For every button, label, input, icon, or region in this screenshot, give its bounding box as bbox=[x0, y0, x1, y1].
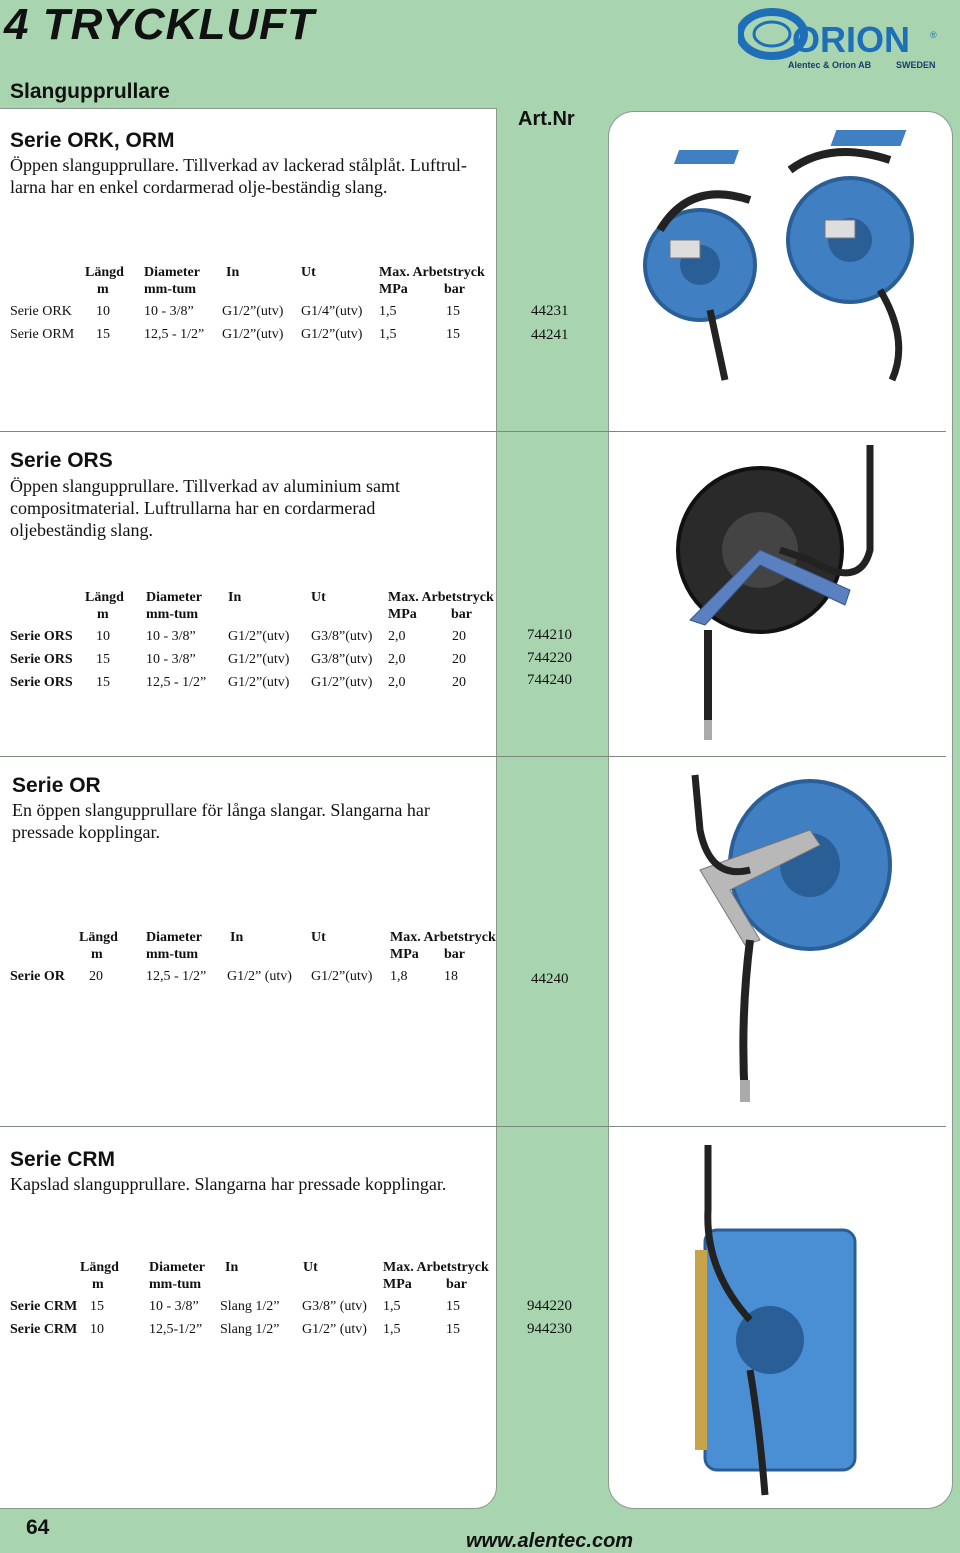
col-header-length: Längd bbox=[79, 930, 118, 945]
hose-reel-ork-orm-photo bbox=[630, 120, 940, 420]
col-header-length: Längd bbox=[80, 1260, 119, 1275]
col-unit-mpa: MPa bbox=[388, 607, 417, 622]
section-divider bbox=[0, 1126, 946, 1127]
col-header-length: Längd bbox=[85, 265, 124, 280]
logo-company: Alentec & Orion AB bbox=[788, 60, 872, 70]
hose-reel-or-photo bbox=[690, 770, 910, 1110]
series-title: Serie CRM bbox=[10, 1148, 116, 1171]
col-header-out: Ut bbox=[311, 930, 326, 945]
col-header-diameter: Diameter bbox=[146, 930, 202, 945]
col-unit-bar: bar bbox=[446, 1277, 467, 1292]
series-description: Öppen slangupprullare. Tillverkad av lackerad stålplåt. Luftrul- larna har en enkel cordarmerad olje-beständig slang. bbox=[10, 155, 467, 197]
col-unit-bar: bar bbox=[444, 947, 465, 962]
article-number: 944230 bbox=[527, 1321, 572, 1337]
col-unit-length: m bbox=[92, 1277, 104, 1292]
col-unit-bar: bar bbox=[444, 282, 465, 297]
col-unit-diameter: mm-tum bbox=[146, 947, 199, 962]
col-header-in: In bbox=[228, 590, 242, 605]
col-unit-length: m bbox=[97, 607, 109, 622]
article-number: 44231 bbox=[531, 303, 569, 319]
col-unit-length: m bbox=[97, 282, 109, 297]
col-header-pressure: Max. Arbetstryck bbox=[383, 1260, 489, 1275]
series-description: En öppen slangupprullare för långa slangar. Slangarna har pressade kopplingar. bbox=[12, 800, 430, 842]
chapter-title: 4 TRYCKLUFT bbox=[4, 0, 315, 49]
page-number: 64 bbox=[26, 1516, 50, 1539]
logo-registered-mark: ® bbox=[930, 30, 937, 40]
col-unit-mpa: MPa bbox=[383, 1277, 412, 1292]
series-title: Serie OR bbox=[12, 774, 101, 797]
col-header-pressure: Max. Arbetstryck bbox=[379, 265, 485, 280]
article-number: 944220 bbox=[527, 1298, 572, 1314]
artnr-column-label: Art.Nr bbox=[518, 108, 575, 130]
logo-wordmark: ORION bbox=[792, 19, 911, 60]
col-unit-diameter: mm-tum bbox=[144, 282, 197, 297]
col-unit-bar: bar bbox=[451, 607, 472, 622]
col-header-out: Ut bbox=[311, 590, 326, 605]
logo-country: SWEDEN bbox=[896, 60, 936, 70]
article-number: 744210 bbox=[527, 627, 572, 643]
col-header-in: In bbox=[225, 1260, 239, 1275]
article-number: 744240 bbox=[527, 672, 572, 688]
col-header-in: In bbox=[230, 930, 244, 945]
series-description: Kapslad slangupprullare. Slangarna har pressade kopplingar. bbox=[10, 1174, 447, 1194]
section-heading: Slangupprullare bbox=[10, 80, 170, 103]
article-number: 744220 bbox=[527, 650, 572, 666]
col-header-out: Ut bbox=[301, 265, 316, 280]
orion-logo bbox=[738, 4, 942, 74]
website-link[interactable]: www.alentec.com bbox=[466, 1530, 634, 1552]
col-header-out: Ut bbox=[303, 1260, 318, 1275]
series-title: Serie ORS bbox=[10, 449, 113, 472]
col-unit-length: m bbox=[91, 947, 103, 962]
col-header-in: In bbox=[226, 265, 240, 280]
series-title: Serie ORK, ORM bbox=[10, 129, 175, 152]
col-header-diameter: Diameter bbox=[144, 265, 200, 280]
col-header-diameter: Diameter bbox=[149, 1260, 205, 1275]
col-header-diameter: Diameter bbox=[146, 590, 202, 605]
col-unit-mpa: MPa bbox=[390, 947, 419, 962]
article-number: 44241 bbox=[531, 327, 569, 343]
col-header-pressure: Max. Arbetstryck bbox=[388, 590, 494, 605]
hose-reel-crm-photo bbox=[690, 1140, 870, 1500]
hose-reel-ors-photo bbox=[660, 440, 900, 750]
article-number: 44240 bbox=[531, 971, 569, 987]
col-header-pressure: Max. Arbetstryck bbox=[390, 930, 496, 945]
col-unit-diameter: mm-tum bbox=[146, 607, 199, 622]
section-divider bbox=[0, 756, 946, 757]
col-unit-diameter: mm-tum bbox=[149, 1277, 202, 1292]
series-description: Öppen slangupprullare. Tillverkad av aluminium samt compositmaterial. Luftrullarna har en cordarmerad oljebeständig slang. bbox=[10, 476, 400, 540]
col-header-length: Längd bbox=[85, 590, 124, 605]
col-unit-mpa: MPa bbox=[379, 282, 408, 297]
section-divider bbox=[0, 431, 946, 432]
